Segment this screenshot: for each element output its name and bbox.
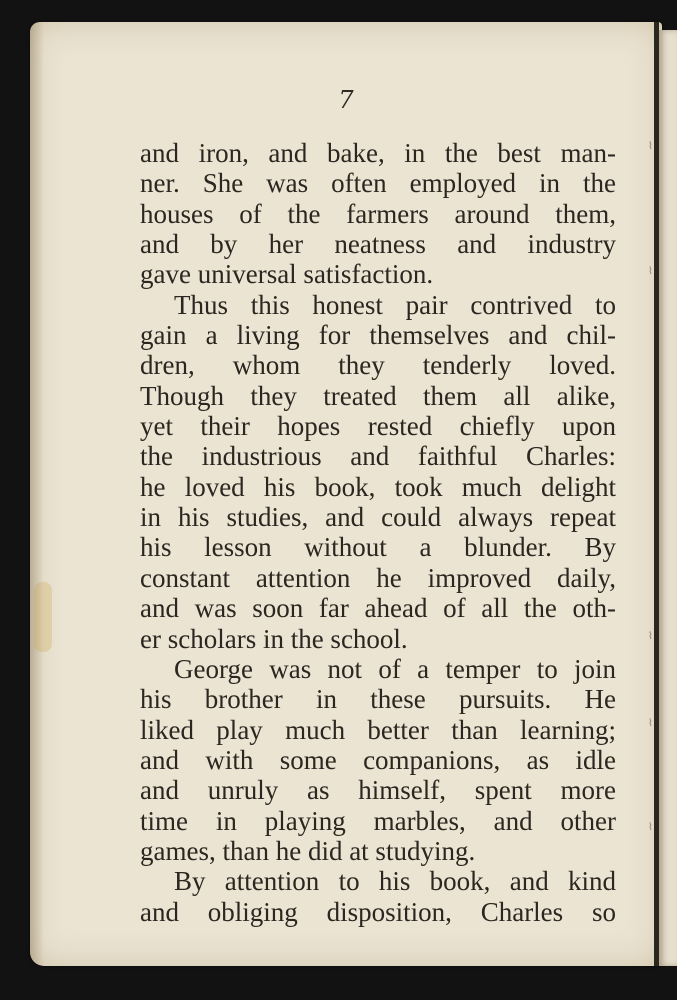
text-line: houses of the farmers around them, bbox=[140, 198, 616, 229]
page-number: 7 bbox=[338, 86, 354, 114]
page-text bbox=[140, 138, 616, 927]
text-line: and was soon far ahead of all the oth- bbox=[140, 593, 616, 624]
book-page bbox=[30, 22, 662, 966]
text-line: his lesson without a blunder. By bbox=[140, 532, 616, 563]
binding-thread-mark: ⌇ bbox=[648, 266, 653, 277]
text-line: and by her neatness and industry bbox=[140, 229, 616, 260]
binding-thread-mark: ⌇ bbox=[648, 141, 653, 152]
text-line: and iron, and bake, in the best man- bbox=[140, 138, 616, 168]
text-line: ner. She was often employed in the bbox=[140, 168, 616, 199]
text-line: his brother in these pursuits. He bbox=[140, 684, 616, 715]
text-line: constant attention he improved daily, bbox=[140, 562, 616, 593]
text-line: gain a living for themselves and chil- bbox=[140, 320, 616, 351]
text-line: games, than he did at studying. bbox=[140, 835, 476, 866]
text-line: Though they treated them all alike, bbox=[140, 380, 616, 411]
page-gutter-shadow bbox=[30, 22, 44, 966]
binding-thread-mark: ⌇ bbox=[648, 718, 653, 729]
text-line: dren, whom they tenderly loved. bbox=[140, 350, 616, 381]
text-line: liked play much better than learning; bbox=[140, 714, 616, 745]
binding-thread-mark: ⌇ bbox=[648, 631, 653, 642]
paper-stain bbox=[34, 582, 52, 652]
text-line: er scholars in the school. bbox=[140, 623, 408, 654]
binding-thread-mark: ⌇ bbox=[648, 822, 653, 833]
text-line: yet their hopes rested chiefly upon bbox=[140, 411, 616, 442]
text-line: gave universal satisfaction. bbox=[140, 259, 434, 290]
text-line: and unruly as himself, spent more bbox=[140, 775, 616, 806]
text-line: in his studies, and could always repeat bbox=[140, 502, 616, 533]
text-line: he loved his book, took much delight bbox=[140, 471, 616, 502]
paragraph-start-line: Thus this honest pair contrived to bbox=[174, 289, 616, 320]
text-line: the industrious and faithful Charles: bbox=[140, 441, 616, 472]
text-line: time in playing marbles, and other bbox=[140, 805, 616, 836]
paragraph-start-line: By attention to his book, and kind bbox=[174, 866, 616, 897]
text-line: and obliging disposition, Charles so bbox=[140, 896, 616, 927]
text-line: and with some companions, as idle bbox=[140, 744, 616, 775]
paragraph-start-line: George was not of a temper to join bbox=[174, 653, 616, 684]
